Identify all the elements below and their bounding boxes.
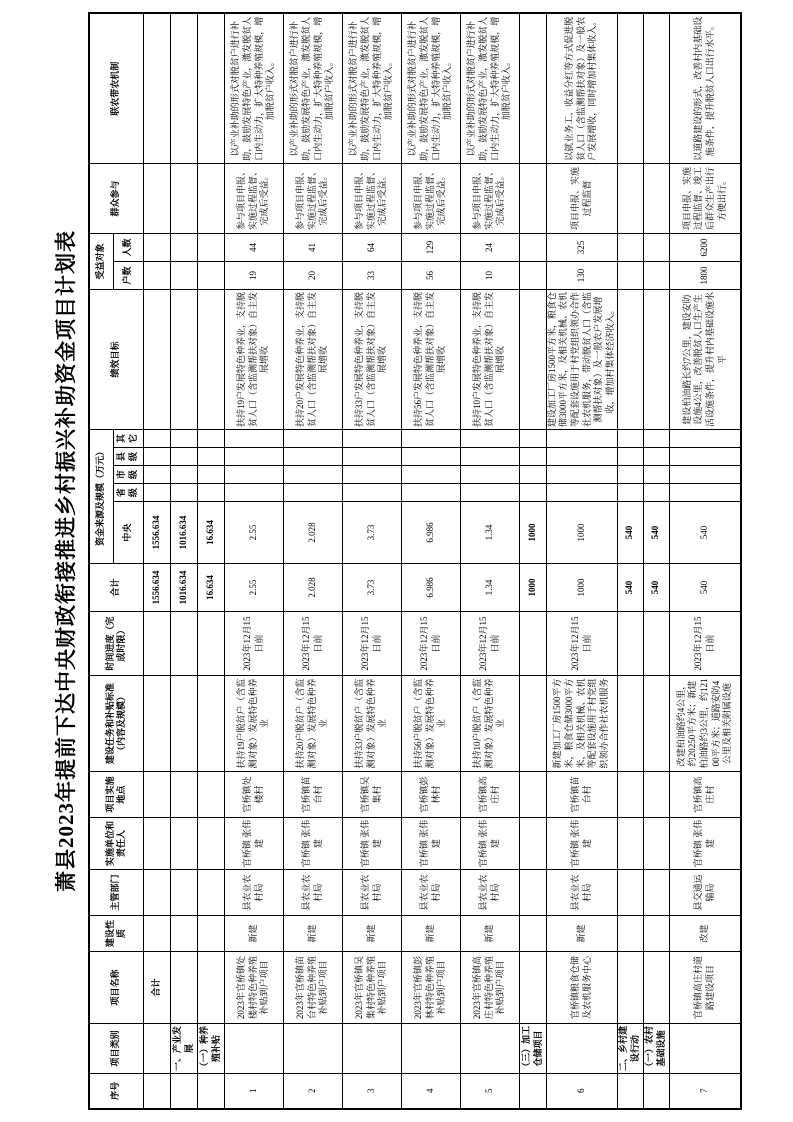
cell-linkage: 以产业补助的形式对脱贫户进行补助，鼓励发展特色产业，激发脱贫人口内生动力，扩大特种养殖规模，增加脱贫户收入。 — [224, 13, 283, 163]
cell-category — [546, 1024, 617, 1074]
header-central: 中央 — [113, 502, 143, 564]
cell-other — [143, 429, 170, 447]
cell-dept — [170, 870, 197, 916]
page-title: 萧县2023年提前下达中央财政衔接推进乡村振兴补助资金项目计划表 — [54, 230, 78, 892]
cell-central: 1016.634 — [170, 502, 197, 564]
cell-county — [143, 448, 170, 466]
header-category: 项目类别 — [89, 1024, 143, 1074]
cell-linkage — [643, 13, 669, 163]
header-task: 建设任务和补贴标准（内容及规模） — [89, 676, 143, 772]
header-row-1 — [89, 13, 113, 1108]
cell-city — [197, 466, 224, 484]
cell-prov — [669, 484, 741, 502]
cell-other — [170, 429, 197, 447]
cell-central: 540 — [643, 502, 669, 564]
header-fund-group: 资金来源及规模（万元） — [89, 429, 113, 563]
header-total: 合计 — [89, 564, 143, 612]
cell-category — [460, 1024, 519, 1074]
header-nature: 建设性质 — [89, 916, 143, 952]
cell-name: 官桥镇粮食仓储及农机服务中心 — [546, 952, 617, 1024]
cell-name — [519, 952, 546, 1024]
cell-county — [170, 448, 197, 466]
projects-table — [88, 12, 742, 1109]
cell-city — [143, 466, 170, 484]
cell-seq: 2 — [283, 1074, 342, 1109]
cell-nature: 新建 — [224, 916, 283, 952]
cell-total: 2.028 — [283, 564, 342, 612]
cell-prov — [283, 484, 342, 502]
cell-county — [401, 448, 460, 466]
cell-central: 1556.634 — [143, 502, 170, 564]
cell-households — [143, 261, 170, 289]
header-linkage: 联农带农机制 — [89, 13, 143, 163]
cell-category: （一）种养殖补贴 — [197, 1024, 224, 1074]
cell-task: 扶持33户脱贫户（含监测对象）发展特色种养业 — [342, 676, 401, 772]
cell-other — [342, 429, 401, 447]
cell-participation — [519, 163, 546, 233]
cell-dept: 县农业农村局 — [460, 870, 519, 916]
table-row — [460, 13, 519, 1108]
cell-site: 官桥镇苗台村 — [283, 772, 342, 818]
cell-other — [224, 429, 283, 447]
cell-households: 19 — [224, 261, 283, 289]
cell-prov — [401, 484, 460, 502]
cell-deadline — [519, 612, 546, 676]
cell-nature — [170, 916, 197, 952]
cell-total: 540 — [617, 564, 643, 612]
cell-deadline: 2023年12月15日前 — [283, 612, 342, 676]
table-row — [143, 13, 170, 1108]
cell-total: 1556.634 — [143, 564, 170, 612]
cell-people — [617, 233, 643, 261]
cell-city — [643, 466, 669, 484]
header-site: 项目实施地点 — [89, 772, 143, 818]
table-row — [546, 13, 617, 1108]
cell-other — [546, 429, 617, 447]
cell-people: 41 — [283, 233, 342, 261]
cell-linkage — [617, 13, 643, 163]
cell-seq: 1 — [224, 1074, 283, 1109]
cell-seq — [197, 1074, 224, 1109]
cell-unit — [143, 818, 170, 870]
cell-target: 建设柏油路长约7公里，建设安防设施4公里，改善脱贫人口生产生活设施条件，提升村内基础设施水平 — [669, 289, 741, 429]
cell-city — [669, 466, 741, 484]
cell-task — [143, 676, 170, 772]
cell-participation — [643, 163, 669, 233]
cell-people: 44 — [224, 233, 283, 261]
cell-nature — [519, 916, 546, 952]
cell-seq — [643, 1074, 669, 1109]
cell-households — [643, 261, 669, 289]
header-households: 户数 — [113, 261, 143, 289]
cell-name: 2023年官桥镇苗台村特色种养殖补贴到户项目 — [283, 952, 342, 1024]
table-row — [519, 13, 546, 1108]
cell-city — [546, 466, 617, 484]
cell-target: 扶持56户发展特色种养业，支持脱贫人口（含监测帮扶对象）自主发展增收 — [401, 289, 460, 429]
cell-deadline — [170, 612, 197, 676]
table-body — [143, 13, 741, 1108]
cell-total: 540 — [669, 564, 741, 612]
cell-unit: 官桥镇 张伟建 — [401, 818, 460, 870]
cell-site: 官桥镇高庄村 — [460, 772, 519, 818]
cell-site — [617, 772, 643, 818]
cell-seq — [617, 1074, 643, 1109]
cell-linkage: 以道路建设的形式，改善村内基础设施条件，提升脱贫人口出行水平。 — [669, 13, 741, 163]
table-row — [401, 13, 460, 1108]
cell-households: 20 — [283, 261, 342, 289]
cell-seq: 7 — [669, 1074, 741, 1109]
cell-task — [643, 676, 669, 772]
cell-households: 1800 — [669, 261, 741, 289]
cell-dept: 县农业农村局 — [401, 870, 460, 916]
cell-dept: 县农业农村局 — [342, 870, 401, 916]
cell-people: 64 — [342, 233, 401, 261]
cell-central: 6.986 — [401, 502, 460, 564]
cell-prov — [224, 484, 283, 502]
cell-task: 新建加工厂房1500平方米，粮食仓储3000平方米，及相关机械、农机等配套设施用于村党组织领办合作社农机服务 — [546, 676, 617, 772]
header-unit: 实施单位和责任人 — [89, 818, 143, 870]
cell-name: 2023年官桥镇吴集村特色种养殖补贴到户项目 — [342, 952, 401, 1024]
cell-category: （三）加工仓储项目 — [519, 1024, 546, 1074]
cell-households — [617, 261, 643, 289]
cell-unit: 官桥镇 张伟建 — [546, 818, 617, 870]
cell-site — [170, 772, 197, 818]
cell-households: 130 — [546, 261, 617, 289]
cell-site — [143, 772, 170, 818]
cell-category: （一）农村基础设施 — [643, 1024, 669, 1074]
cell-unit: 官桥镇 张伟建 — [224, 818, 283, 870]
cell-unit — [617, 818, 643, 870]
cell-category — [224, 1024, 283, 1074]
cell-central: 540 — [617, 502, 643, 564]
cell-prov — [197, 484, 224, 502]
cell-unit: 官桥镇 张伟建 — [342, 818, 401, 870]
header-other: 其它 — [113, 429, 143, 447]
cell-prov — [460, 484, 519, 502]
cell-category — [669, 1024, 741, 1074]
cell-deadline — [197, 612, 224, 676]
cell-name: 2023年官桥镇处楼村特色种养殖补贴到户项目 — [224, 952, 283, 1024]
cell-total: 1.34 — [460, 564, 519, 612]
cell-unit — [519, 818, 546, 870]
cell-prov — [143, 484, 170, 502]
cell-dept — [519, 870, 546, 916]
cell-nature — [617, 916, 643, 952]
cell-deadline: 2023年12月15日前 — [342, 612, 401, 676]
cell-total: 16.634 — [197, 564, 224, 612]
cell-total: 1000 — [519, 564, 546, 612]
cell-participation: 参与项目申报、实施过程监督、完成后受益。 — [401, 163, 460, 233]
cell-seq — [170, 1074, 197, 1109]
header-participation: 群众参与 — [89, 163, 143, 233]
cell-category: 二、乡村建设行动 — [617, 1024, 643, 1074]
cell-participation — [143, 163, 170, 233]
cell-task: 扶持56户脱贫户（含监测对象）发展特色种养业 — [401, 676, 460, 772]
cell-county — [283, 448, 342, 466]
cell-prov — [342, 484, 401, 502]
cell-unit — [643, 818, 669, 870]
cell-category: 一、产业发展 — [170, 1024, 197, 1074]
cell-name: 官桥镇高庄村道路建设项目 — [669, 952, 741, 1024]
cell-city — [224, 466, 283, 484]
cell-deadline: 2023年12月15日前 — [460, 612, 519, 676]
cell-dept — [143, 870, 170, 916]
cell-participation: 参与项目申报、实施过程监督、完成后受益。 — [224, 163, 283, 233]
cell-seq: 5 — [460, 1074, 519, 1109]
cell-prov — [643, 484, 669, 502]
cell-unit: 官桥镇 张伟建 — [460, 818, 519, 870]
cell-county — [546, 448, 617, 466]
cell-people — [197, 233, 224, 261]
cell-nature: 新建 — [342, 916, 401, 952]
cell-target — [143, 289, 170, 429]
cell-dept — [197, 870, 224, 916]
cell-people — [143, 233, 170, 261]
cell-city — [519, 466, 546, 484]
cell-name — [643, 952, 669, 1024]
cell-task: 扶持10户脱贫户（含监测对象）发展特色种养业 — [460, 676, 519, 772]
table-row — [224, 13, 283, 1108]
cell-target — [643, 289, 669, 429]
cell-central: 2.55 — [224, 502, 283, 564]
header-name: 项目名称 — [89, 952, 143, 1024]
cell-target — [170, 289, 197, 429]
cell-nature: 新建 — [460, 916, 519, 952]
cell-name — [197, 952, 224, 1024]
cell-total: 1000 — [546, 564, 617, 612]
header-prov: 省级 — [113, 484, 143, 502]
cell-households: 33 — [342, 261, 401, 289]
cell-central: 1000 — [519, 502, 546, 564]
cell-dept: 县农业农村局 — [283, 870, 342, 916]
cell-households — [519, 261, 546, 289]
cell-other — [401, 429, 460, 447]
cell-other — [643, 429, 669, 447]
cell-target — [197, 289, 224, 429]
cell-central: 1.34 — [460, 502, 519, 564]
cell-people: 129 — [401, 233, 460, 261]
cell-deadline: 2023年12月15日前 — [669, 612, 741, 676]
header-benefit-group: 受益对象 — [89, 233, 113, 289]
cell-county — [342, 448, 401, 466]
cell-other — [283, 429, 342, 447]
cell-seq: 6 — [546, 1074, 617, 1109]
table-row — [643, 13, 669, 1108]
cell-linkage: 以就业务工、收益分红等方式促进脱贫人口（含监测帮扶对象）及一般农户发展增收，同时增加村集体收入。 — [546, 13, 617, 163]
cell-county — [519, 448, 546, 466]
cell-dept — [643, 870, 669, 916]
cell-central: 1000 — [546, 502, 617, 564]
cell-site — [519, 772, 546, 818]
cell-participation: 项目申报、实施过程监督、竣工后群众生产出行方便出行。 — [669, 163, 741, 233]
cell-city — [460, 466, 519, 484]
cell-prov — [170, 484, 197, 502]
cell-target — [519, 289, 546, 429]
cell-site: 官桥镇处楼村 — [224, 772, 283, 818]
cell-linkage: 以产业补助的形式对脱贫户进行补助，鼓励发展特色产业，激发脱贫人口内生动力，扩大特种养殖规模，增加脱贫户收入。 — [283, 13, 342, 163]
cell-nature — [197, 916, 224, 952]
table-row — [283, 13, 342, 1108]
cell-task — [617, 676, 643, 772]
cell-name — [170, 952, 197, 1024]
cell-households — [170, 261, 197, 289]
cell-participation — [170, 163, 197, 233]
table-row — [617, 13, 643, 1108]
cell-site: 官桥镇高庄村 — [669, 772, 741, 818]
cell-deadline — [643, 612, 669, 676]
cell-total: 3.73 — [342, 564, 401, 612]
cell-households — [197, 261, 224, 289]
cell-task: 扶持20户脱贫户（含监测对象）发展特色种养业 — [283, 676, 342, 772]
cell-central: 16.634 — [197, 502, 224, 564]
cell-site — [643, 772, 669, 818]
cell-city — [283, 466, 342, 484]
cell-target: 扶持19户发展特色种养业，支持脱贫人口（含监测帮扶对象）自主发展增收 — [224, 289, 283, 429]
cell-dept: 县农业农村局 — [224, 870, 283, 916]
cell-county — [643, 448, 669, 466]
cell-category — [342, 1024, 401, 1074]
header-target: 绩效目标 — [89, 289, 143, 429]
cell-dept — [617, 870, 643, 916]
header-deadline: 时间进度（完成时限） — [89, 612, 143, 676]
cell-participation: 参与项目申报、实施过程监督、完成后受益。 — [342, 163, 401, 233]
cell-target: 建设加工厂房1500平方米，粮食仓储3000平方米，及相关机械、农机等配套设施用于村党组织领办合作社农机服务，带动脱贫人口（含监测帮扶对象）及一般农户发展增收，增加村集体经济收入。 — [546, 289, 617, 429]
cell-target: 扶持20户发展特色种养业，支持脱贫人口（含监测帮扶对象）自主发展增收 — [283, 289, 342, 429]
cell-households: 10 — [460, 261, 519, 289]
table-row — [669, 13, 741, 1108]
cell-seq — [519, 1074, 546, 1109]
cell-target — [617, 289, 643, 429]
cell-people: 325 — [546, 233, 617, 261]
cell-nature — [643, 916, 669, 952]
cell-task — [197, 676, 224, 772]
cell-county — [617, 448, 643, 466]
cell-linkage: 以产业补助的形式对脱贫户进行补助，鼓励发展特色产业，激发脱贫人口内生动力，扩大特种养殖规模，增加脱贫户收入。 — [460, 13, 519, 163]
cell-site: 官桥镇彭林村 — [401, 772, 460, 818]
cell-linkage: 以产业补助的形式对脱贫户进行补助，鼓励发展特色产业，激发脱贫人口内生动力，扩大特种养殖规模，增加脱贫户收入。 — [342, 13, 401, 163]
header-county: 县级 — [113, 448, 143, 466]
cell-dept: 县交通运输局 — [669, 870, 741, 916]
cell-task: 扶持19户脱贫户（含监测对象）发展特色种养业 — [224, 676, 283, 772]
cell-county — [224, 448, 283, 466]
cell-total: 6.986 — [401, 564, 460, 612]
cell-name: 合计 — [143, 952, 170, 1024]
cell-participation: 参与项目申报、实施过程监督、完成后受益。 — [460, 163, 519, 233]
table-row — [342, 13, 401, 1108]
cell-site: 官桥镇吴集村 — [342, 772, 401, 818]
cell-other — [197, 429, 224, 447]
cell-unit: 官桥镇 张伟建 — [669, 818, 741, 870]
cell-linkage — [170, 13, 197, 163]
cell-deadline — [617, 612, 643, 676]
cell-people — [643, 233, 669, 261]
cell-dept: 县农业农村局 — [546, 870, 617, 916]
cell-linkage: 以产业补助的形式对脱贫户进行补助，鼓励发展特色产业，激发脱贫人口内生动力，扩大特种养殖规模，增加脱贫户收入。 — [401, 13, 460, 163]
cell-target: 扶持33户发展特色种养业，支持脱贫人口（含监测帮扶对象）自主发展增收 — [342, 289, 401, 429]
cell-target: 扶持10户发展特色种养业，支持脱贫人口（含监测帮扶对象）自主发展增收 — [460, 289, 519, 429]
cell-central: 3.73 — [342, 502, 401, 564]
cell-deadline: 2023年12月15日前 — [546, 612, 617, 676]
cell-linkage — [197, 13, 224, 163]
cell-nature — [143, 916, 170, 952]
cell-unit — [170, 818, 197, 870]
cell-unit: 官桥镇 张伟建 — [283, 818, 342, 870]
header-seq: 序号 — [89, 1074, 143, 1109]
cell-county — [460, 448, 519, 466]
cell-deadline: 2023年12月15日前 — [401, 612, 460, 676]
table-row — [197, 13, 224, 1108]
cell-deadline — [143, 612, 170, 676]
cell-task: 改建柏油路约4公里，约20250平方米；新建柏油路约3公里，约12100平方米；道路安防4公里及相关附属设施 — [669, 676, 741, 772]
cell-category — [401, 1024, 460, 1074]
cell-nature: 新建 — [401, 916, 460, 952]
table-row — [170, 13, 197, 1108]
cell-name — [617, 952, 643, 1024]
cell-city — [401, 466, 460, 484]
cell-county — [669, 448, 741, 466]
cell-participation: 项目申报、实施过程监督 — [546, 163, 617, 233]
cell-city — [342, 466, 401, 484]
cell-other — [617, 429, 643, 447]
cell-county — [197, 448, 224, 466]
cell-central: 540 — [669, 502, 741, 564]
cell-name: 2023年官桥镇彭林村特色种养殖补贴到户项目 — [401, 952, 460, 1024]
cell-other — [460, 429, 519, 447]
cell-seq: 3 — [342, 1074, 401, 1109]
cell-people — [519, 233, 546, 261]
cell-linkage — [143, 13, 170, 163]
cell-city — [617, 466, 643, 484]
cell-linkage — [519, 13, 546, 163]
cell-total: 540 — [643, 564, 669, 612]
cell-nature: 新建 — [283, 916, 342, 952]
cell-task — [519, 676, 546, 772]
header-dept: 主管部门 — [89, 870, 143, 916]
cell-site: 官桥镇苗台村 — [546, 772, 617, 818]
cell-city — [170, 466, 197, 484]
cell-households: 56 — [401, 261, 460, 289]
header-city: 市级 — [113, 466, 143, 484]
cell-category — [283, 1024, 342, 1074]
cell-people: 24 — [460, 233, 519, 261]
cell-prov — [617, 484, 643, 502]
cell-people — [170, 233, 197, 261]
cell-participation: 参与项目申报、实施过程监督、完成后受益。 — [283, 163, 342, 233]
cell-category — [143, 1024, 170, 1074]
cell-total: 1016.634 — [170, 564, 197, 612]
cell-deadline: 2023年12月15日前 — [224, 612, 283, 676]
cell-people: 6200 — [669, 233, 741, 261]
cell-site — [197, 772, 224, 818]
cell-prov — [546, 484, 617, 502]
cell-central: 2.028 — [283, 502, 342, 564]
cell-unit — [197, 818, 224, 870]
cell-nature: 新建 — [546, 916, 617, 952]
cell-prov — [519, 484, 546, 502]
cell-other — [519, 429, 546, 447]
cell-seq: 4 — [401, 1074, 460, 1109]
header-people: 人数 — [113, 233, 143, 261]
cell-participation — [197, 163, 224, 233]
cell-task — [170, 676, 197, 772]
cell-other — [669, 429, 741, 447]
cell-total: 2.55 — [224, 564, 283, 612]
cell-name: 2023年官桥镇高庄村特色种养殖补贴到户项目 — [460, 952, 519, 1024]
cell-seq — [143, 1074, 170, 1109]
cell-participation — [617, 163, 643, 233]
cell-nature: 改建 — [669, 916, 741, 952]
